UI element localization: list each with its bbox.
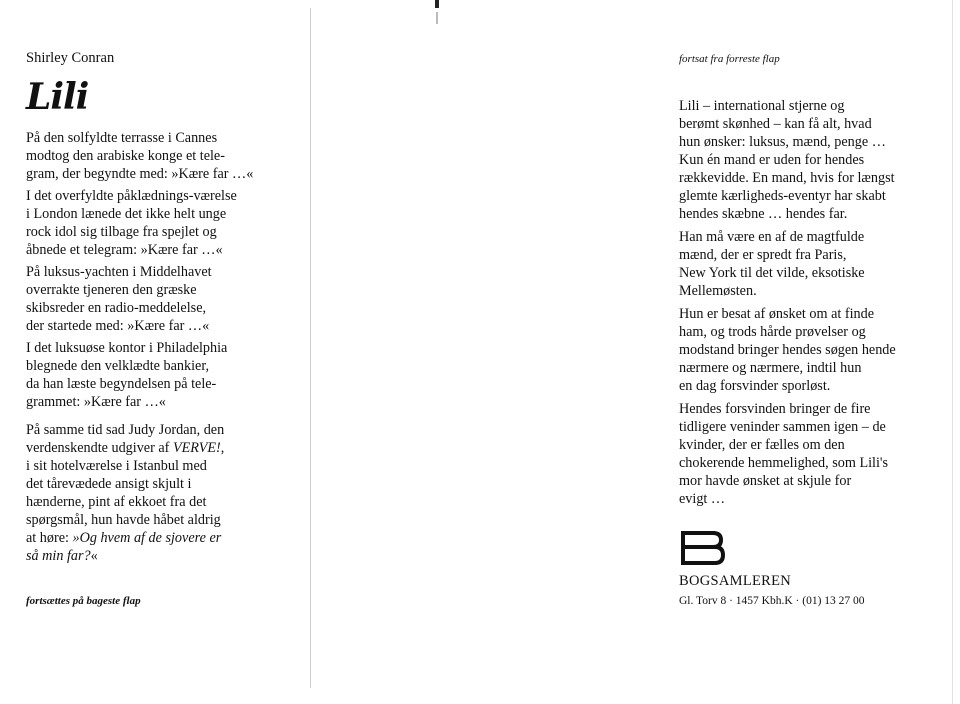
text-segment: «	[90, 548, 98, 564]
text-line: modtog den arabiske konge et tele-	[26, 148, 225, 164]
magazine-name: VERVE!,	[172, 440, 225, 456]
text-line: mænd, der er spredt fra Paris,	[679, 247, 847, 263]
paragraph-cannes	[26, 129, 286, 183]
text-line: nærmere og nærmere, indtil hun	[679, 360, 862, 376]
text-line: åbnede et telegram: »Kære far …«	[26, 242, 223, 258]
text-line: evigt …	[679, 491, 726, 507]
text-line: glemte kærligheds-eventyr har skabt	[679, 188, 886, 204]
quote-segment: så min far?	[26, 548, 91, 564]
text-line: overrakte tjeneren den græske	[26, 282, 197, 298]
text-line: Mellemøsten.	[679, 283, 757, 299]
paragraph-father	[679, 228, 941, 300]
bogsamleren-logo-icon	[679, 531, 725, 570]
paragraph-friends	[679, 400, 941, 508]
text-line: chokerende hemmelighed, som Lili's	[679, 455, 889, 471]
author-name: Shirley Conran	[26, 50, 115, 66]
text-line: hænderne, pint af ekkoet fra det	[26, 494, 207, 510]
paragraph-lili	[679, 97, 941, 223]
paragraph-philadelphia	[26, 339, 286, 411]
fold-line-right	[952, 0, 953, 704]
text-line: Hendes forsvinden bringer de fire	[679, 401, 871, 417]
scan-speck-faint	[436, 12, 438, 24]
text-line	[26, 547, 286, 565]
text-line: På luksus-yachten i Middelhavet	[26, 264, 212, 280]
text-line: New York til det vilde, eksotiske	[679, 265, 865, 281]
front-flap	[26, 50, 286, 569]
text-line: tidligere veninder sammen igen – de	[679, 419, 886, 435]
text-line: hendes skæbne … hendes far.	[679, 206, 848, 222]
fold-line-left	[310, 8, 311, 688]
paragraph-london	[26, 187, 286, 259]
text-line: Kun én mand er uden for hendes	[679, 152, 865, 168]
text-line: Han må være en af de magtfulde	[679, 229, 865, 245]
text-line: modstand bringer hendes søgen hende	[679, 342, 896, 358]
text-line	[26, 439, 286, 457]
text-line: mor havde ønsket at skjule for	[679, 473, 852, 489]
text-line: en dag forsvinder sporløst.	[679, 378, 831, 394]
text-line: i sit hotelværelse i Istanbul med	[26, 458, 207, 474]
quote-segment: »Og hvem af de sjovere er	[72, 530, 222, 546]
paragraph-yacht	[26, 263, 286, 335]
text-line: Lili – international stjerne og	[679, 98, 845, 114]
text-line: berømt skønhed – kan få alt, hvad	[679, 116, 872, 132]
publisher-address: Gl. Torv 8 · 1457 Kbh.K · (01) 13 27 00	[679, 595, 865, 607]
text-line: det tårevædede ansigt skjult i	[26, 476, 192, 492]
paragraph-search	[679, 305, 941, 395]
scan-speck	[435, 0, 439, 8]
text-line	[26, 529, 286, 547]
text-line: grammet: »Kære far …«	[26, 394, 166, 410]
text-line: der startede med: »Kære far …«	[26, 318, 210, 334]
text-line: spørgsmål, hun havde håbet aldrig	[26, 512, 221, 528]
text-line: rock idol sig tilbage fra spejlet og	[26, 224, 217, 240]
text-segment: verdenskendte udgiver af	[26, 440, 173, 456]
text-line: skibsreder en radio-meddelelse,	[26, 300, 207, 316]
text-line: blegnede den velklædte bankier,	[26, 358, 210, 374]
publisher-name: BOGSAMLEREN	[679, 573, 792, 589]
text-line: i London lænede det ikke helt unge	[26, 206, 227, 222]
text-line: På samme tid sad Judy Jordan, den	[26, 422, 225, 438]
text-line: hun ønsker: luksus, mænd, penge …	[679, 134, 886, 150]
text-segment: at høre:	[26, 530, 73, 546]
text-line: da han læste begyndelsen på tele-	[26, 376, 217, 392]
text-line: Hun er besat af ønsket om at finde	[679, 306, 875, 322]
text-line: ham, og trods hårde prøvelser og	[679, 324, 866, 340]
text-line: gram, der begyndte med: »Kære far …«	[26, 166, 254, 182]
text-line: I det luksuøse kontor i Philadelphia	[26, 340, 228, 356]
continued-on-back-note: fortsættes på bageste flap	[26, 595, 141, 607]
text-line: På den solfyldte terrasse i Cannes	[26, 130, 218, 146]
back-flap	[679, 53, 941, 513]
text-line: I det overfyldte påklædnings-værelse	[26, 188, 237, 204]
paragraph-istanbul	[26, 421, 286, 565]
continued-from-front-note: fortsat fra forreste flap	[679, 53, 780, 65]
text-line: kvinder, der er fælles om den	[679, 437, 845, 453]
book-title: Lili	[26, 76, 89, 118]
text-line: rækkevidde. En mand, hvis for længst	[679, 170, 895, 186]
